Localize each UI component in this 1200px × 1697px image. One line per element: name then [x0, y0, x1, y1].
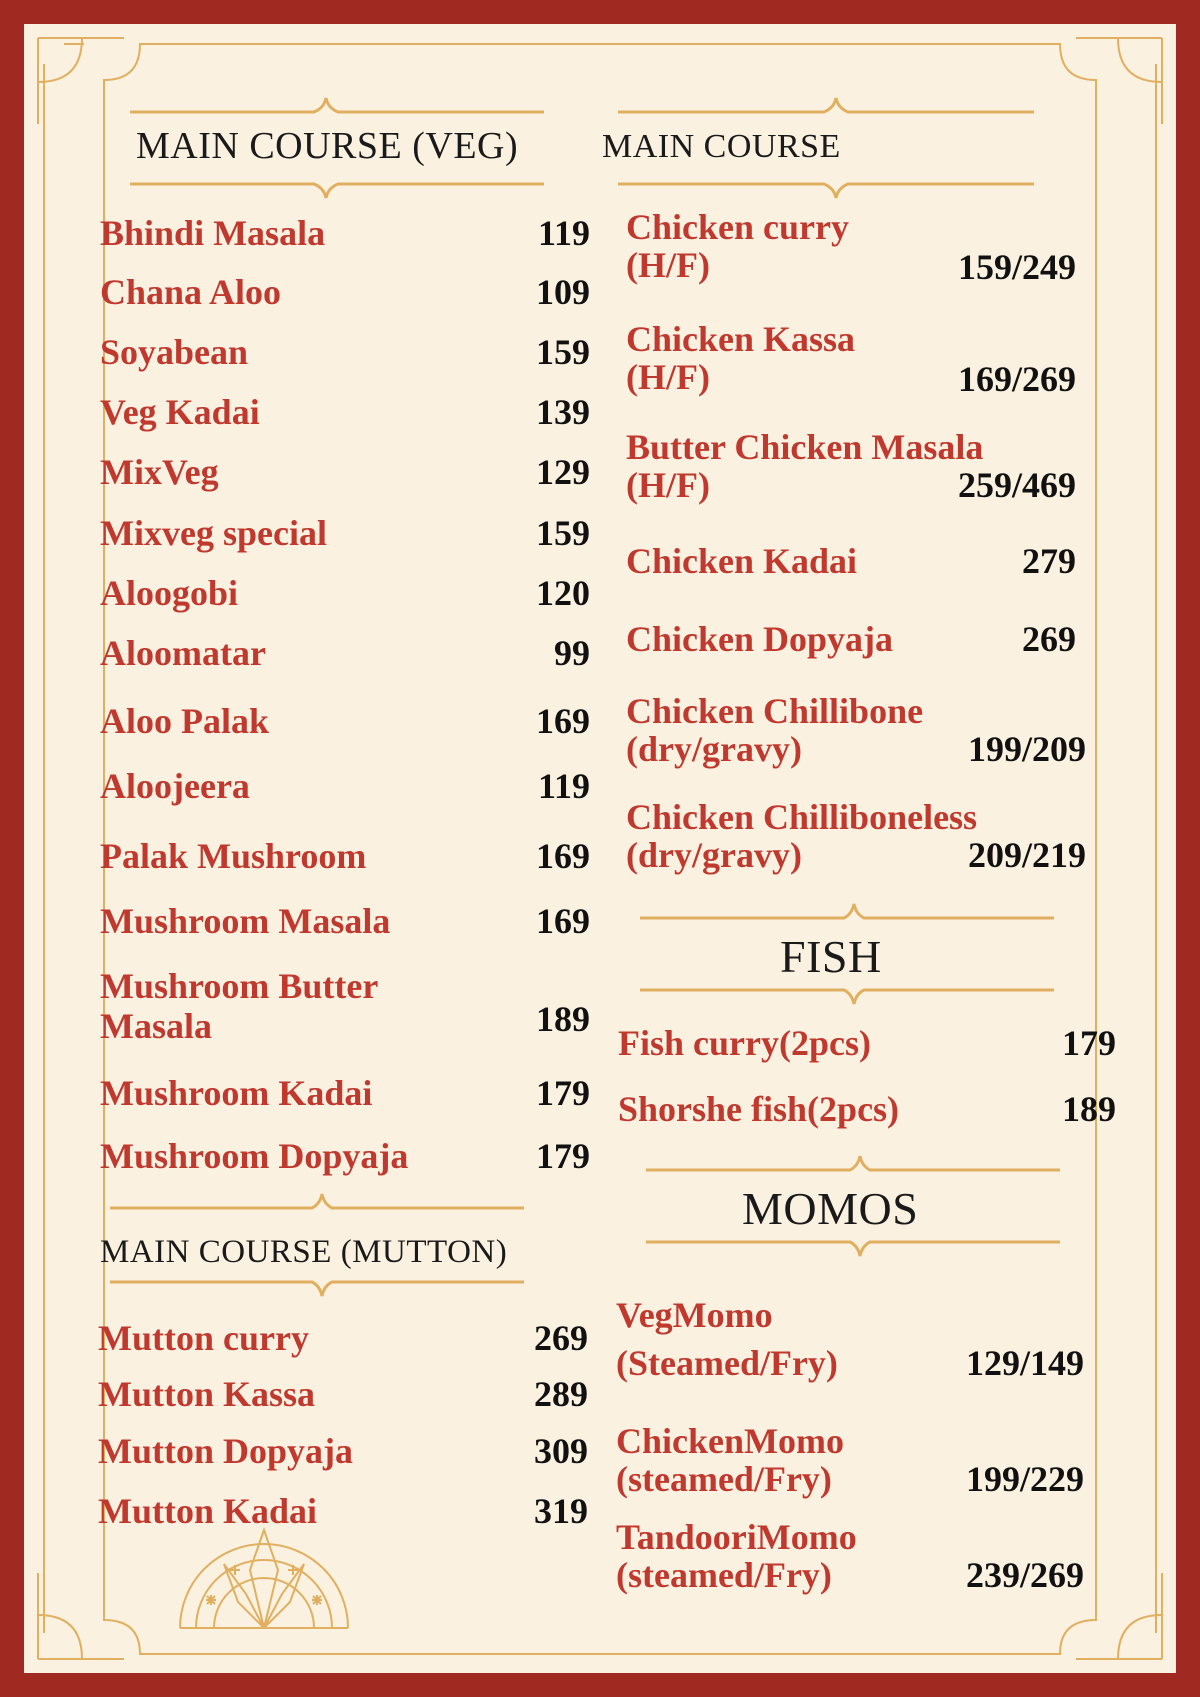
- list-item-line-1: Mushroom Butter: [100, 966, 379, 1006]
- item-price: 129/149: [965, 1343, 1084, 1383]
- list-item: Chicken Kadai: [626, 541, 858, 581]
- heading-main-course-mutton: MAIN COURSE (MUTTON): [100, 1234, 508, 1270]
- list-item-line-1: Chicken Chillibone: [626, 691, 924, 731]
- list-item-line-2: (dry/gravy): [626, 729, 802, 769]
- list-item: Mutton curry: [98, 1318, 309, 1358]
- list-item: Chana Aloo: [100, 272, 282, 312]
- item-price: 169/269: [957, 359, 1076, 399]
- list-item-line-1: Chicken Chilliboneless: [626, 797, 978, 837]
- item-price: 169: [536, 901, 590, 941]
- mandala-ornament: [180, 1530, 348, 1628]
- item-price: 279: [1022, 541, 1076, 581]
- list-item: MixVeg: [100, 452, 219, 492]
- item-price: 199/229: [965, 1459, 1084, 1499]
- list-item-line-1: Chicken curry: [626, 207, 849, 247]
- list-item: Soyabean: [100, 332, 249, 372]
- list-item: Shorshe fish(2pcs): [618, 1089, 900, 1129]
- item-price: 169: [536, 836, 590, 876]
- heading-main-course-veg: MAIN COURSE (VEG): [136, 125, 519, 167]
- list-item: Aloomatar: [100, 633, 266, 673]
- item-price: 99: [554, 633, 590, 673]
- item-price: 169: [536, 701, 590, 741]
- list-item-line-2: (steamed/Fry): [616, 1459, 832, 1499]
- list-item: Fish curry(2pcs): [618, 1023, 871, 1063]
- list-item-line-1: Butter Chicken Masala: [626, 427, 984, 467]
- list-item-line-2: (H/F): [626, 465, 710, 505]
- item-price: 309: [534, 1431, 588, 1471]
- item-price: 120: [536, 573, 590, 613]
- heading-main-course: MAIN COURSE: [602, 128, 841, 165]
- list-item-line-1: VegMomo: [616, 1295, 773, 1335]
- item-price: 319: [534, 1491, 588, 1531]
- item-price: 159: [536, 513, 590, 553]
- item-price: 109: [536, 272, 590, 312]
- list-item-line-1: TandooriMomo: [616, 1517, 857, 1557]
- item-price: 189: [1062, 1089, 1116, 1129]
- list-item-line-1: ChickenMomo: [616, 1421, 844, 1461]
- list-item: Aloojeera: [100, 766, 250, 806]
- list-item-line-2: (H/F): [626, 357, 710, 397]
- list-item: Aloo Palak: [100, 701, 270, 741]
- list-item: Palak Mushroom: [100, 836, 367, 876]
- list-item: Mutton Kassa: [98, 1374, 316, 1414]
- item-price: 139: [536, 392, 590, 432]
- list-item-line-2: (dry/gravy): [626, 835, 802, 875]
- item-price: 179: [1062, 1023, 1116, 1063]
- item-price: 159: [536, 332, 590, 372]
- list-item-line-2: (steamed/Fry): [616, 1555, 832, 1595]
- item-price: 289: [534, 1374, 588, 1414]
- item-price: 259/469: [957, 465, 1076, 505]
- item-price: 269: [534, 1318, 588, 1358]
- item-price: 129: [536, 452, 590, 492]
- item-price: 179: [536, 1073, 590, 1113]
- item-price: 189: [536, 999, 590, 1039]
- heading-momos: MOMOS: [742, 1183, 919, 1234]
- list-item: Mutton Dopyaja: [98, 1431, 354, 1471]
- heading-fish: FISH: [780, 931, 882, 982]
- item-price: 199/209: [967, 729, 1086, 769]
- list-item: Mutton Kadai: [98, 1491, 318, 1531]
- item-price: 119: [537, 766, 590, 806]
- item-price: 209/219: [967, 835, 1086, 875]
- menu-page: [24, 24, 1176, 1673]
- item-price: 239/269: [965, 1555, 1084, 1595]
- list-item-line-1: Chicken Kassa: [626, 319, 856, 359]
- list-item-line-2: (Steamed/Fry): [616, 1343, 838, 1383]
- list-item: Bhindi Masala: [100, 213, 326, 253]
- item-price: 269: [1022, 619, 1076, 659]
- item-price: 179: [536, 1136, 590, 1176]
- list-item-line-2: (H/F): [626, 245, 710, 285]
- list-item: Mushroom Masala: [100, 901, 391, 941]
- item-price: 119: [537, 213, 590, 253]
- list-item: Aloogobi: [100, 573, 239, 613]
- list-item: Mushroom Dopyaja: [100, 1136, 409, 1176]
- list-item: Mushroom Kadai: [100, 1073, 373, 1113]
- item-price: 159/249: [957, 247, 1076, 287]
- list-item: Chicken Dopyaja: [626, 619, 894, 659]
- list-item: Veg Kadai: [100, 392, 260, 432]
- list-item-line-2: Masala: [100, 1006, 212, 1046]
- list-item: Mixveg special: [100, 513, 327, 553]
